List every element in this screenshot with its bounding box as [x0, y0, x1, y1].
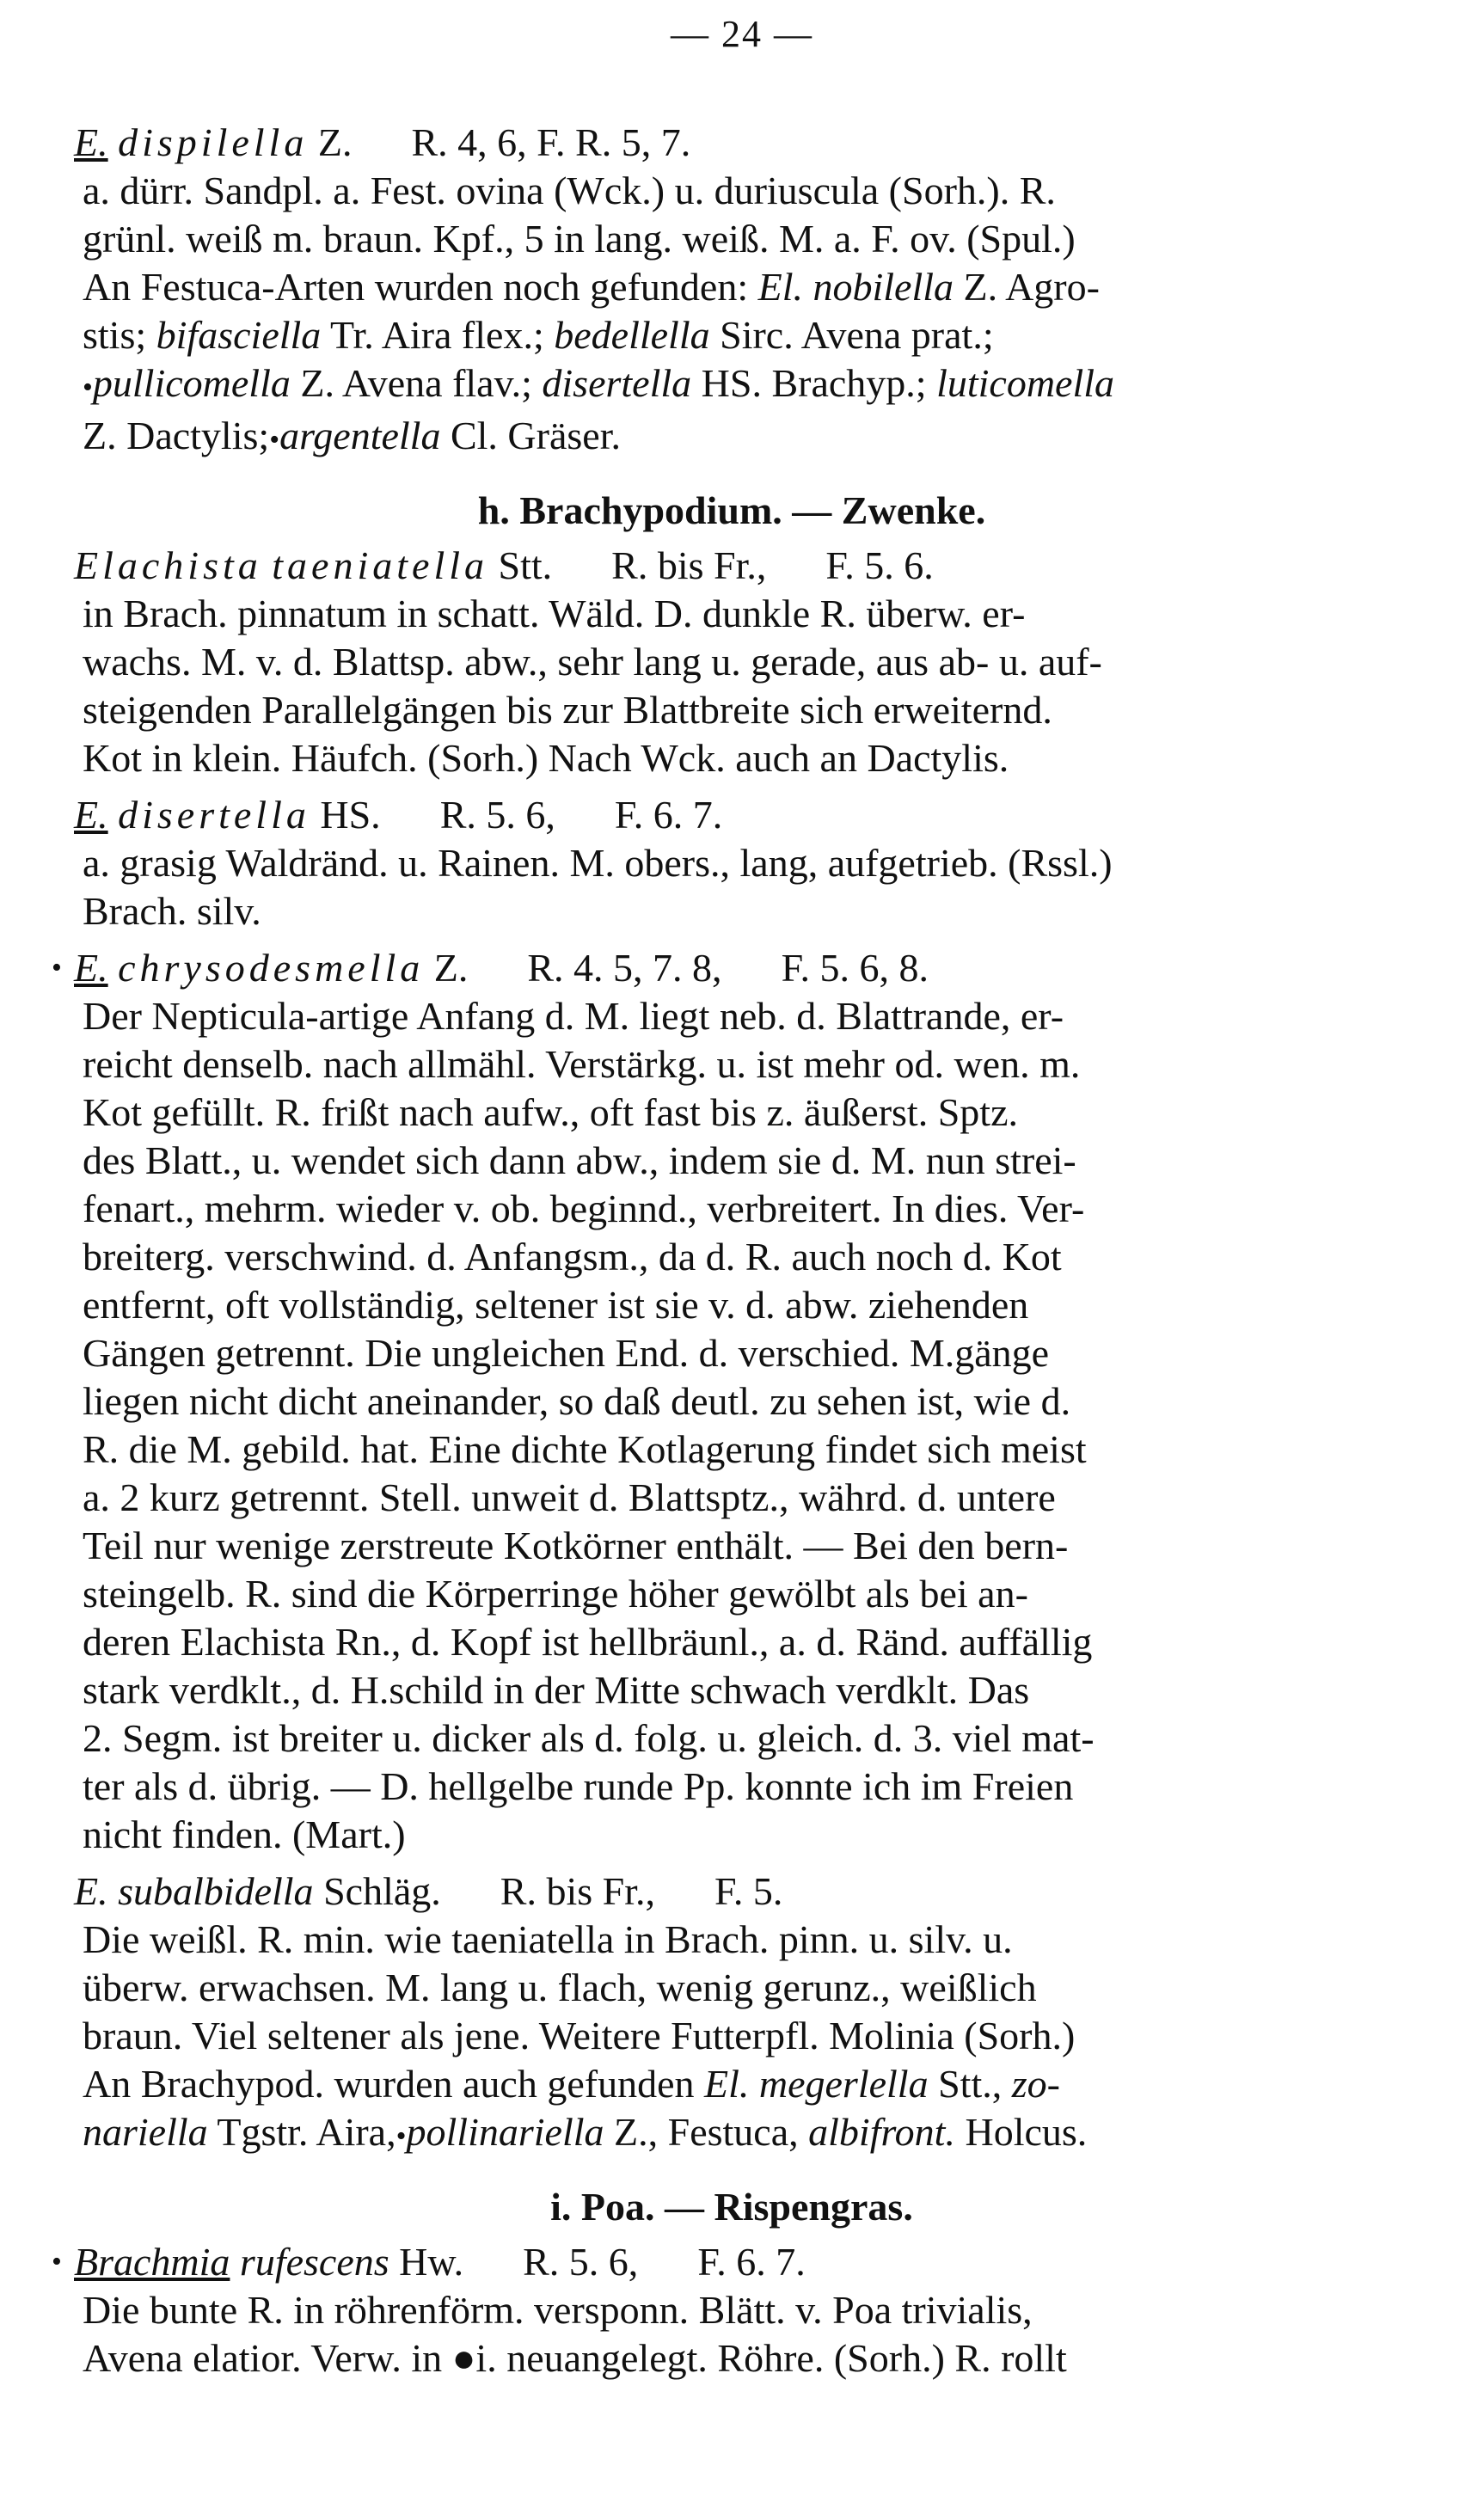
entry-text-line: braun. Viel seltener als jene. Weitere Futterpfl. Molinia (Sorh.) [83, 2014, 1076, 2057]
author-name: Schläg. [323, 1869, 441, 1913]
text-segment: stis; [83, 313, 147, 357]
entry-text-line: fenart., mehrm. wieder v. ob. beginnd., verbreitert. In dies. Ver- [83, 1187, 1085, 1230]
entry-subalbidella [74, 1867, 1432, 2161]
species-name: subalbidella [118, 1869, 314, 1913]
entry-text-line: Kot in klein. Häufch. (Sorh.) Nach Wck. auch an Dactylis. [83, 736, 1009, 780]
author-name: Z. [317, 120, 353, 164]
entry-heading [74, 542, 1432, 590]
flight-period: F. 5. [714, 1869, 783, 1913]
author-name: Hw. [399, 2240, 464, 2284]
entry-text-line [74, 412, 1432, 464]
species-reference: pullicomella [92, 361, 291, 405]
entry-heading [74, 791, 1432, 839]
entry-text-line: Teil nur wenige zerstreute Kotkörner enthält. — Bei den bern- [83, 1524, 1069, 1567]
flight-period: F. 5. 6, 8. [781, 946, 929, 990]
entry-dispilella [74, 119, 1432, 464]
text-segment: Z., Festuca, [614, 2110, 799, 2154]
page-number: — 24 — [671, 13, 813, 55]
text-segment: Cl. Gräser. [450, 414, 621, 457]
entry-rufescens [52, 2238, 1432, 2382]
text-segment: Z. Avena flav.; [300, 361, 532, 405]
entry-text-line: a. grasig Waldränd. u. Rainen. M. obers., lang, aufgetrieb. (Rssl.) [83, 841, 1113, 885]
entry-text-line: wachs. M. v. d. Blattsp. abw., sehr lang u. gerade, aus ab- u. auf- [83, 640, 1102, 684]
species-reference: pollinariella [406, 2110, 604, 2154]
flight-period: F. 5. 6. [825, 543, 934, 587]
bullet-mark: • [52, 952, 62, 984]
entry-text-line: stark verdklt., d. H.schild in der Mitte schwach verdklt. Das [83, 1668, 1030, 1712]
entry-text-line [74, 2060, 1432, 2108]
text-segment: Stt., [938, 2062, 1003, 2106]
larva-period: R. bis Fr., [611, 543, 767, 587]
larva-period: R. 4, 6, [411, 120, 527, 164]
entry-text-line: a. dürr. Sandpl. a. Fest. ovina (Wck.) u. duriuscula (Sorh.). R. [83, 169, 1056, 212]
species-reference: El. nobilella [757, 265, 954, 309]
text-segment: Z. Dactylis; [83, 414, 270, 457]
species-reference: luticomella [936, 361, 1115, 405]
text-segment: An Festuca-Arten wurden noch gefunden: [83, 265, 749, 309]
flight-period: F. R. 5, 7. [537, 120, 691, 164]
text-segment: Tgstr. Aira, [217, 2110, 396, 2154]
entry-text-line: reicht denselb. nach allmähl. Verstärkg. u. ist mehr od. wen. m. [83, 1042, 1081, 1086]
flight-period: F. 6. 7. [614, 793, 723, 837]
larva-period: R. 4. 5, 7. 8, [527, 946, 722, 990]
genus-name: Elachista [74, 543, 262, 587]
entry-heading [52, 2238, 1432, 2286]
entry-text-line: R. die M. gebild. hat. Eine dichte Kotlagerung findet sich meist [83, 1427, 1087, 1471]
genus-name: Brachmia [74, 2240, 230, 2284]
entry-text-line [74, 263, 1432, 311]
entry-text-line [74, 2108, 1432, 2161]
text-segment: Z. Agro- [963, 265, 1100, 309]
entry-disertella [74, 791, 1432, 935]
text-segment: Tr. Aira flex.; [329, 313, 544, 357]
flight-period: F. 6. 7. [697, 2240, 806, 2284]
entry-text-line [74, 311, 1432, 359]
text-segment: Sirc. Avena prat.; [720, 313, 994, 357]
larva-period: R. bis Fr., [500, 1869, 655, 1913]
bullet-mark: • [269, 424, 280, 456]
entry-text-line: steingelb. R. sind die Körperringe höher gewölbt als bei an- [83, 1572, 1028, 1616]
entry-text-line: grünl. weiß m. braun. Kpf., 5 in lang. weiß. M. a. F. ov. (Spul.) [83, 217, 1076, 261]
species-reference: disertella [542, 361, 692, 405]
entry-text-line: ter als d. übrig. — D. hellgelbe runde Pp. konnte ich im Freien [83, 1764, 1074, 1808]
entry-heading [74, 1867, 1432, 1916]
entry-text-line: in Brach. pinnatum in schatt. Wäld. D. dunkle R. überw. er- [83, 592, 1026, 635]
species-name: rufescens [239, 2240, 389, 2284]
entry-chrysodesmella [52, 944, 1432, 1859]
entry-text-line: nicht finden. (Mart.) [83, 1812, 406, 1856]
entry-text-line: des Blatt., u. wendet sich dann abw., indem sie d. M. nun strei- [83, 1138, 1076, 1182]
species-name: dispilella [118, 120, 309, 164]
entry-text-line: Der Nepticula-artige Anfang d. M. liegt neb. d. Blattrande, er- [83, 994, 1064, 1038]
genus-name: E. [74, 793, 108, 837]
section-heading-brachypodium: h. Brachypodium. — Zwenke. [477, 488, 986, 532]
entry-text-line [74, 359, 1432, 412]
section-heading-poa: i. Poa. — Rispengras. [550, 2185, 913, 2229]
page-body [52, 119, 1432, 2391]
entry-text-line: a. 2 kurz getrennt. Stell. unweit d. Blattsptz., währd. d. untere [83, 1475, 1056, 1519]
author-name: Z. [433, 946, 469, 990]
entry-text-line: Brach. silv. [83, 889, 261, 933]
bullet-mark: • [52, 2246, 62, 2278]
entry-text-line: überw. erwachsen. M. lang u. flach, wenig gerunz., weißlich [83, 1965, 1037, 2009]
species-name: disertella [118, 793, 310, 837]
author-name: Stt. [498, 543, 553, 587]
genus-name: E. [74, 120, 108, 164]
larva-period: R. 5. 6, [439, 793, 555, 837]
text-segment: Holcus. [965, 2110, 1088, 2154]
species-reference: zo- [1011, 2062, 1060, 2106]
entry-text-line: entfernt, oft vollständig, seltener ist sie v. d. abw. ziehenden [83, 1283, 1029, 1327]
species-reference: albifront. [808, 2110, 955, 2154]
entry-text-line: Die bunte R. in röhrenförm. versponn. Blätt. v. Poa trivialis, [83, 2288, 1033, 2332]
entry-heading [74, 119, 1432, 167]
entry-text-line: Gängen getrennt. Die ungleichen End. d. verschied. M.gänge [83, 1331, 1050, 1375]
species-name: taeniatella [272, 543, 489, 587]
species-reference: bifasciella [156, 313, 322, 357]
entry-text-line: deren Elachista Rn., d. Kopf ist hellbräunl., a. d. Ränd. auffällig [83, 1620, 1093, 1664]
entry-taeniatella [74, 542, 1432, 782]
species-reference: bedellella [554, 313, 710, 357]
entry-text-line: liegen nicht dicht aneinander, so daß deutl. zu sehen ist, wie d. [83, 1379, 1071, 1423]
species-reference: El. megerlella [704, 2062, 929, 2106]
species-reference: argentella [279, 414, 441, 457]
species-name: chrysodesmella [118, 946, 425, 990]
text-segment: An Brachypod. wurden auch gefunden [83, 2062, 695, 2106]
entry-text-line: Kot gefüllt. R. frißt nach aufw., oft fast bis z. äußerst. Sptz. [83, 1090, 1018, 1134]
text-segment: HS. Brachyp.; [701, 361, 927, 405]
entry-text-line: breiterg. verschwind. d. Anfangsm., da d. R. auch noch d. Kot [83, 1235, 1062, 1279]
entry-text-line: Die weißl. R. min. wie taeniatella in Brach. pinn. u. silv. u. [83, 1917, 1013, 1961]
entry-heading [52, 944, 1432, 992]
larva-period: R. 5. 6, [523, 2240, 639, 2284]
bullet-mark: • [396, 2120, 407, 2152]
species-reference: nariella [83, 2110, 208, 2154]
genus-name: E. [74, 1869, 108, 1913]
entry-text-line: Avena elatior. Verw. in ●i. neuangelegt. Röhre. (Sorh.) R. rollt [83, 2336, 1067, 2380]
author-name: HS. [320, 793, 381, 837]
bullet-mark: • [83, 371, 93, 403]
entry-text-line: steigenden Parallelgängen bis zur Blattbreite sich erweiternd. [83, 688, 1052, 732]
entry-text-line: 2. Segm. ist breiter u. dicker als d. folg. u. gleich. d. 3. viel mat- [83, 1716, 1095, 1760]
genus-name: E. [74, 946, 108, 990]
